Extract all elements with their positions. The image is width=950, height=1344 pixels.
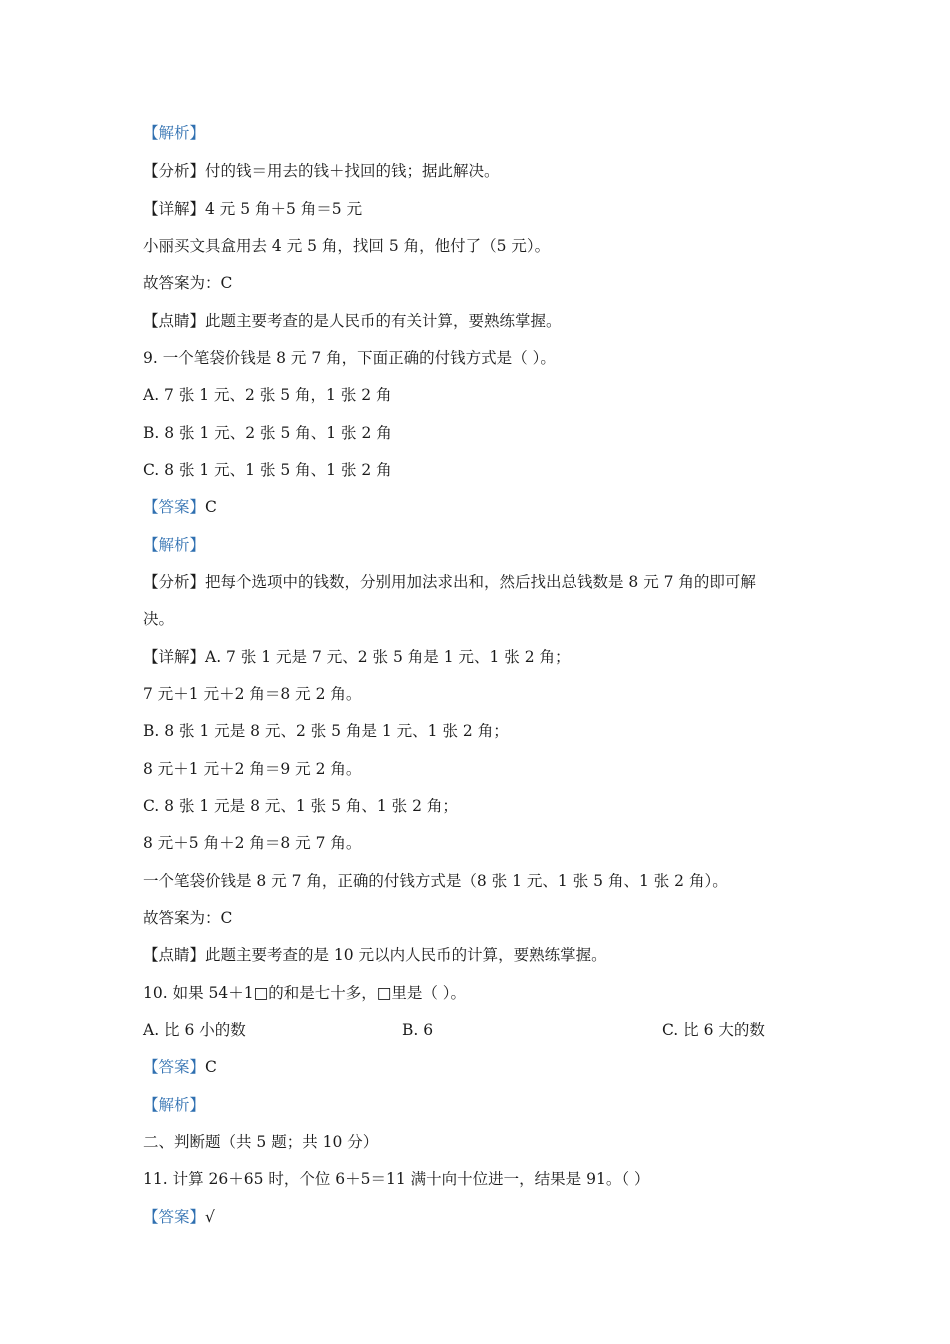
detail-line: 【详解】A. 7 张 1 元是 7 元、2 张 5 角是 1 元、1 张 2 角；: [143, 648, 571, 666]
answer-value: C: [205, 498, 217, 516]
detail-line: C. 8 张 1 元是 8 元、1 张 5 角、1 张 2 角；: [143, 797, 458, 815]
section-heading: 二、判断题（共 5 题；共 10 分）: [143, 1133, 379, 1151]
detail-line: B. 8 张 1 元是 8 元、2 张 5 角是 1 元、1 张 2 角；: [143, 722, 509, 740]
tag-label: 【解析】: [143, 536, 206, 554]
question-9: 9. 一个笔袋价钱是 8 元 7 角，下面正确的付钱方式是（ ）。: [143, 349, 556, 367]
tag-label: 【解析】: [143, 1096, 206, 1114]
option-a: A. 7 张 1 元、2 张 5 角，1 张 2 角: [143, 386, 392, 404]
option-c: C. 8 张 1 元、1 张 5 角、1 张 2 角: [143, 461, 392, 479]
q10-option-c: C. 比 6 大的数: [662, 1021, 765, 1039]
final-answer: 故答案为：C: [143, 274, 233, 292]
question-10: 10. 如果 54＋1□的和是七十多，□里是（ ）。: [143, 984, 467, 1002]
analysis-heading: [143, 535, 205, 555]
answer-sentence: 小丽买文具盒用去 4 元 5 角，找回 5 角，他付了（5 元）。: [143, 237, 551, 255]
analysis-heading: [143, 1095, 205, 1115]
answer-line: [143, 497, 217, 517]
answer-sentence: 一个笔袋价钱是 8 元 7 角，正确的付钱方式是（8 张 1 元、1 张 5 角、1 张 2 角）。: [143, 872, 728, 890]
option-b: B. 8 张 1 元、2 张 5 角、1 张 2 角: [143, 424, 392, 442]
analysis-heading: [143, 123, 205, 143]
analysis-line: 【分析】把每个选项中的钱数，分别用加法求出和，然后找出总钱数是 8 元 7 角的即可解: [143, 573, 756, 591]
summary-line: 【点睛】此题主要考查的是 10 元以内人民币的计算，要熟练掌握。: [143, 946, 607, 964]
answer-line: [143, 1207, 215, 1227]
question-11: 11. 计算 26＋65 时，个位 6＋5＝11 满十向十位进一，结果是 91。（ ）: [143, 1170, 650, 1188]
tag-label: 【答案】: [143, 498, 206, 516]
analysis-line-cont: 决。: [143, 610, 175, 628]
answer-value: √: [205, 1208, 215, 1226]
analysis-line: 【分析】付的钱＝用去的钱＋找回的钱；据此解决。: [143, 162, 500, 180]
tag-label: 【答案】: [143, 1058, 206, 1076]
detail-line: 8 元＋1 元＋2 角＝9 元 2 角。: [143, 760, 362, 778]
answer-line: [143, 1057, 217, 1077]
detail-line: 7 元＋1 元＋2 角＝8 元 2 角。: [143, 685, 362, 703]
detail-line: 8 元＋5 角＋2 角＝8 元 7 角。: [143, 834, 362, 852]
q10-option-b: B. 6: [402, 1021, 434, 1039]
detail-line: 【详解】4 元 5 角＋5 角＝5 元: [143, 200, 363, 218]
summary-line: 【点睛】此题主要考查的是人民币的有关计算，要熟练掌握。: [143, 312, 562, 330]
answer-value: C: [205, 1058, 217, 1076]
q10-option-a: A. 比 6 小的数: [143, 1021, 246, 1039]
tag-label: 【解析】: [143, 124, 206, 142]
tag-label: 【答案】: [143, 1208, 206, 1226]
final-answer: 故答案为：C: [143, 909, 233, 927]
